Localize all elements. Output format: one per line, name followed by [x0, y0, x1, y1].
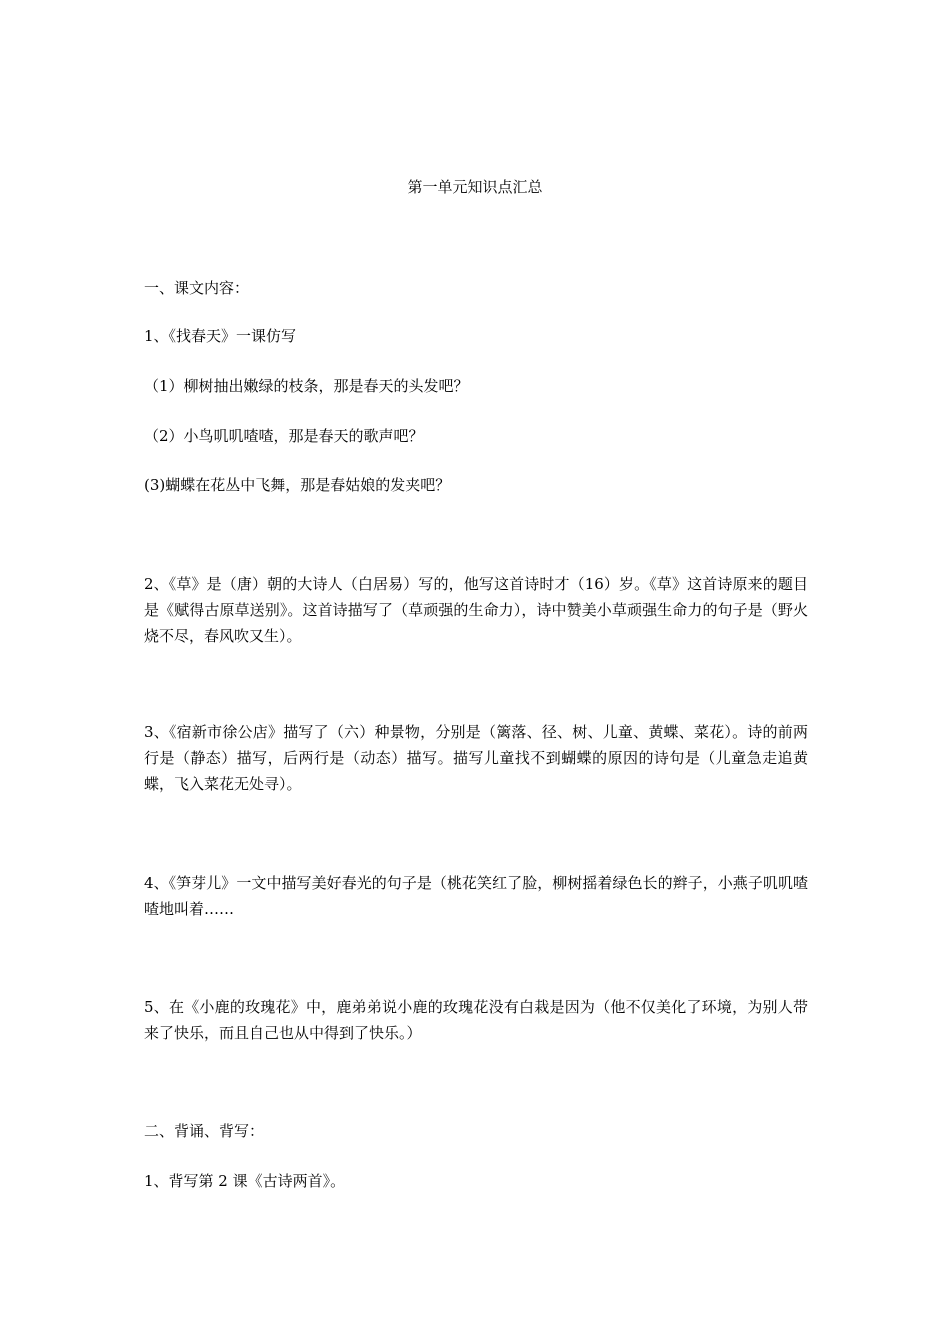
recitation-item-1: 1、背写第 2 课《古诗两首》。	[144, 1172, 346, 1190]
paragraph-little-deer-rose: 5、在《小鹿的玫瑰花》中，鹿弟弟说小鹿的玫瑰花没有白栽是因为（他不仅美化了环境，为别人带来了快乐，而且自己也从中得到了快乐。）	[144, 998, 808, 1042]
paragraph-bamboo-shoot: 4、《笋芽儿》一文中描写美好春光的句子是（桃花笑红了脸，柳树摇着绿色长的辫子，小燕子叽叽喳喳地叫着……	[144, 874, 808, 918]
item-heading-find-spring: 1、《找春天》一课仿写	[144, 327, 297, 345]
paragraph-xinshi-poem: 3、《宿新市徐公店》描写了（六）种景物，分别是（篱落、径、树、儿童、黄蝶、菜花）。诗的前两行是（静态）描写，后两行是（动态）描写。描写儿童找不到蝴蝶的原因的诗句是（儿童急走追黄蝶，飞入菜花无处寻）。	[144, 723, 808, 793]
imitation-sentence-2: （2）小鸟叽叽喳喳，那是春天的歌声吧？	[144, 427, 424, 445]
paragraph-grass-poem: 2、《草》是（唐）朝的大诗人（白居易）写的，他写这首诗时才（16）岁。《草》这首诗原来的题目是《赋得古原草送别》。这首诗描写了（草顽强的生命力），诗中赞美小草顽强生命力的句子是（野火烧不尽，春风吹又生）。	[144, 575, 808, 645]
imitation-sentence-1: （1）柳树抽出嫩绿的枝条，那是春天的头发吧？	[144, 377, 469, 395]
section-heading-text-content: 一、课文内容：	[144, 279, 250, 297]
imitation-sentence-3: (3)蝴蝶在花丛中飞舞，那是春姑娘的发夹吧？	[144, 476, 451, 494]
page-title: 第一单元知识点汇总	[407, 178, 543, 196]
section-heading-recitation: 二、背诵、背写：	[144, 1122, 265, 1140]
